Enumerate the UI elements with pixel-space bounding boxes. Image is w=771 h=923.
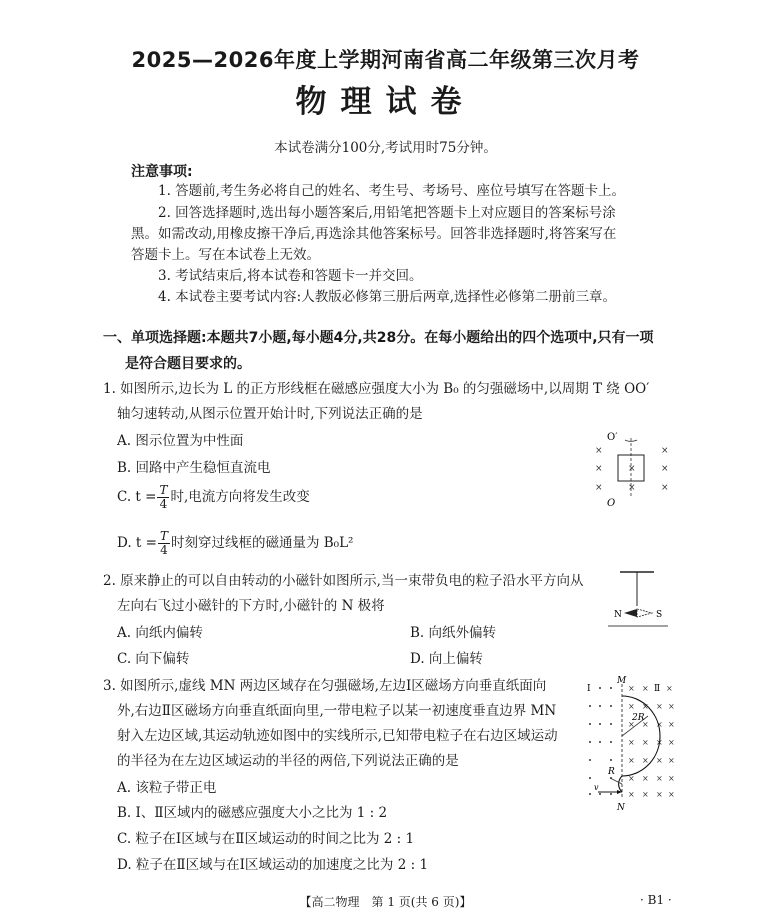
svg-text:×: ×: [628, 702, 635, 711]
svg-text:×: ×: [668, 790, 675, 799]
q2-stem-line-1: 2. 原来静止的可以自由转动的小磁针如图所示,当一束带负电的粒子沿水平方向从: [103, 573, 584, 589]
q1-option-a: A. 图示位置为中性面: [117, 433, 244, 449]
north-label: N: [614, 610, 622, 620]
q3-option-b: B. Ⅰ、Ⅱ区域内的磁感应强度大小之比为 1 : 2: [117, 805, 388, 821]
svg-text:×: ×: [656, 738, 663, 747]
svg-text:×: ×: [628, 756, 635, 765]
svg-text:×: ×: [642, 738, 649, 747]
svg-text:×: ×: [668, 738, 675, 747]
q3-stem-line-1: 3. 如图所示,虚线 MN 两边区域存在匀强磁场,左边Ⅰ区磁场方向垂直纸面向: [103, 678, 547, 694]
svg-text:×: ×: [628, 720, 635, 729]
q3-stem-line-4: 的半径为在左边区域运动的半径的两倍,下列说法正确的是: [117, 753, 459, 769]
svg-text:×: ×: [628, 738, 635, 747]
notice-line-6: 4. 本试卷主要考试内容:人教版必修第三册后两章,选择性必修第二册前三章。: [158, 289, 617, 305]
notice-heading: 注意事项:: [131, 164, 193, 180]
fraction-denominator: 4: [159, 497, 168, 511]
q1-stem-line-1: 1. 如图所示,边长为 L 的正方形线框在磁感应强度大小为 B₀ 的匀强磁场中,以周期 T 绕 OO′: [103, 381, 650, 397]
q3-option-c: C. 粒子在Ⅰ区域与在Ⅱ区域运动的时间之比为 2 : 1: [117, 831, 415, 847]
axis-label-bottom: O: [607, 498, 616, 508]
svg-text:×: ×: [656, 720, 663, 729]
fraction-numerator: T: [159, 529, 168, 543]
q1-option-c-prefix: C. t =: [117, 489, 157, 505]
notice-line-2: 2. 回答选择题时,选出每小题答案后,用铅笔把答题卡上对应题目的答案标号涂: [158, 205, 616, 221]
region-label-ii: Ⅱ: [654, 684, 661, 694]
q2-option-b: B. 向纸外偏转: [410, 625, 497, 641]
exam-intro: 本试卷满分100分,考试用时75分钟。: [274, 140, 497, 156]
fraction-denominator: 4: [160, 543, 168, 557]
fraction-numerator: T: [159, 483, 168, 497]
svg-text:×: ×: [642, 720, 649, 729]
svg-text:×: ×: [642, 702, 649, 711]
notice-line-1: 1. 答题前,考生务必将自己的姓名、考生号、考场号、座位号填写在答题卡上。: [158, 183, 625, 199]
svg-text:×: ×: [595, 446, 603, 456]
radius-label-r: R: [608, 767, 615, 777]
svg-text:×: ×: [628, 684, 635, 693]
svg-text:×: ×: [628, 464, 636, 474]
q1-option-c-suffix: 时,电流方向将发生改变: [170, 489, 310, 505]
svg-text:×: ×: [661, 464, 669, 474]
q1-option-d-suffix: 时刻穿过线框的磁通量为 B₀L²: [170, 535, 354, 551]
svg-text:×: ×: [642, 790, 649, 799]
notice-line-4: 答题卡上。写在本试卷上无效。: [131, 247, 320, 263]
q2-stem-line-2: 左向右飞过小磁针的下方时,小磁针的 N 极将: [117, 598, 385, 614]
q3-stem-line-2: 外,右边Ⅱ区磁场方向垂直纸面向里,一带电粒子以某一初速度垂直边界 MN: [117, 703, 557, 719]
field-out-dots: [589, 687, 612, 795]
notice-line-3: 黑。如需改动,用橡皮擦干净后,再选涂其他答案标号。回答非选择题时,将答案写在: [131, 226, 617, 242]
exam-title: 2025—2026年度上学期河南省高二年级第三次月考: [131, 48, 640, 72]
svg-text:×: ×: [595, 464, 603, 474]
svg-text:×: ×: [642, 684, 649, 693]
q1-option-b: B. 回路中产生稳恒直流电: [117, 460, 271, 476]
svg-text:×: ×: [668, 756, 675, 765]
svg-text:×: ×: [628, 790, 635, 799]
needle-north-icon: [624, 609, 637, 617]
q1-option-c: [117, 484, 310, 511]
region-label-i: Ⅰ: [587, 684, 591, 694]
svg-text:×: ×: [642, 774, 649, 783]
magnetic-field-crosses: [595, 446, 669, 493]
svg-text:×: ×: [595, 483, 603, 493]
svg-text:×: ×: [668, 720, 675, 729]
q2-compass-figure: [600, 568, 675, 628]
svg-text:×: ×: [628, 774, 635, 783]
q1-stem-line-2: 轴匀速转动,从图示位置开始计时,下列说法正确的是: [117, 406, 423, 422]
q3-option-d: D. 粒子在Ⅱ区域与在Ⅰ区域运动的加速度之比为 2 : 1: [117, 857, 429, 873]
q3-magnetic-regions-figure: [584, 674, 676, 812]
q2-option-d: D. 向上偏转: [410, 651, 483, 667]
q2-option-a: A. 向纸内偏转: [117, 625, 203, 641]
paper-code: · B1 ·: [640, 893, 672, 907]
page-footer: 【高二物理 第 1 页(共 6 页)】: [299, 895, 472, 909]
exam-subject-title: 物理试卷: [295, 84, 476, 120]
notice-line-5: 3. 考试结束后,将本试卷和答题卡一并交回。: [158, 268, 423, 284]
svg-text:×: ×: [666, 684, 673, 693]
field-in-crosses: [628, 684, 675, 799]
svg-text:×: ×: [656, 702, 663, 711]
svg-text:×: ×: [656, 790, 663, 799]
fraction-t-over-4: [157, 484, 169, 511]
boundary-label-m: M: [617, 676, 627, 686]
q1-option-d: [117, 530, 353, 557]
q3-stem-line-3: 射入左边区域,其运动轨迹如图中的实线所示,已知带电粒子在右边区域运动: [117, 728, 558, 744]
svg-text:×: ×: [668, 774, 675, 783]
q2-option-c: C. 向下偏转: [117, 651, 190, 667]
needle-south-icon: [637, 609, 652, 617]
svg-text:×: ×: [661, 446, 669, 456]
q1-rotating-loop-figure: [585, 428, 685, 508]
svg-text:×: ×: [628, 483, 636, 493]
boundary-label-n: N: [617, 803, 625, 812]
svg-text:×: ×: [668, 702, 675, 711]
axis-label-top: O′: [607, 432, 618, 443]
fraction-t-over-4: [158, 530, 170, 557]
q3-option-a: A. 该粒子带正电: [117, 780, 217, 796]
svg-text:×: ×: [661, 483, 669, 493]
svg-text:×: ×: [656, 774, 663, 783]
svg-text:×: ×: [656, 756, 663, 765]
south-label: S: [656, 610, 663, 620]
svg-text:×: ×: [642, 756, 649, 765]
section-heading-cont: 是符合题目要求的。: [125, 356, 251, 372]
section-heading: 一、单项选择题:本题共7小题,每小题4分,共28分。在每小题给出的四个选项中,只有一项: [103, 330, 654, 346]
radius-label-2r: 2R: [632, 713, 645, 723]
q1-option-d-prefix: D. t =: [117, 535, 157, 551]
velocity-label: v: [594, 783, 599, 792]
